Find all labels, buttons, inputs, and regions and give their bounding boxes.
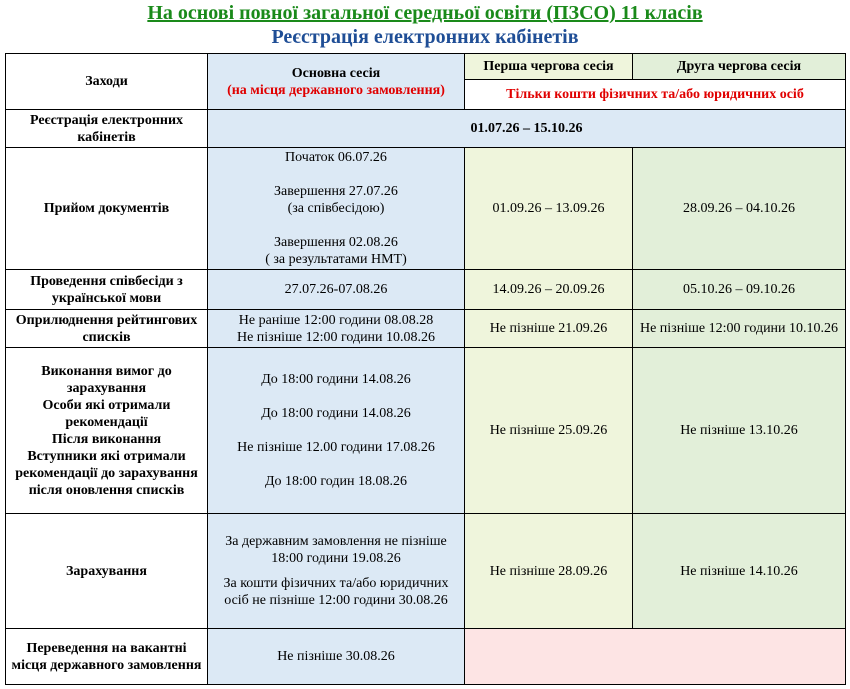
requirements-main-line4: До 18:00 годин 18.08.26 [264, 474, 408, 489]
documents-main-end2: Завершення 02.08.26 [274, 235, 398, 250]
rating-main [208, 310, 465, 348]
table-row [6, 348, 846, 514]
table-row [6, 270, 846, 310]
interview-main: 27.07.26-07.08.26 [208, 270, 465, 310]
documents-main [208, 148, 465, 270]
page-subtitle: Реєстрація електронних кабінетів [271, 26, 579, 48]
row-label-enrollment: Зарахування [6, 514, 208, 629]
row-label-interview: Проведення співбесіди з української мови [6, 270, 208, 310]
documents-main-end2-note: ( за результатами НМТ) [265, 252, 407, 267]
row-label-transfer: Переведення на вакантні місця державного замовлення [6, 629, 208, 685]
table-row [6, 110, 846, 148]
admission-schedule-table [5, 53, 846, 685]
table-row [6, 310, 846, 348]
enrollment-main [208, 514, 465, 629]
rating-main-line2: Не пізніше 12:00 години 10.08.26 [236, 329, 436, 345]
header-main-session [208, 54, 465, 110]
paid-only-note: Тільки кошти фізичних та/або юридичних осіб [465, 80, 846, 110]
table-row [6, 148, 846, 270]
rating-main-line1: Не раніше 12:00 години 08.08.28 [238, 312, 434, 328]
requirements-main-line3: Не пізніше 12.00 години 17.08.26 [237, 440, 435, 455]
row-label-requirements [6, 348, 208, 514]
requirements-label-line2: Особи які отримали рекомендації [42, 397, 171, 430]
header-main-note: (на місця державного замовлення) [227, 82, 445, 98]
documents-main-end1: Завершення 27.07.26 [274, 184, 398, 199]
requirements-second: Не пізніше 13.10.26 [633, 348, 846, 514]
requirements-label-line4: Вступники які отримали рекомендації до зарахування після оновлення списків [15, 448, 198, 498]
rating-second: Не пізніше 12:00 години 10.10.26 [633, 310, 846, 348]
enrollment-second: Не пізніше 14.10.26 [633, 514, 846, 629]
header-second-session: Друга чергова сесія [633, 54, 846, 80]
header-main-label: Основна сесія [291, 65, 381, 81]
row-label-registration: Реєстрація електронних кабінетів [6, 110, 208, 148]
row-label-rating: Оприлюднення рейтингових списків [6, 310, 208, 348]
header-first-session: Перша чергова сесія [465, 54, 633, 80]
documents-main-end1-note: (за співбесідою) [287, 201, 385, 216]
transfer-empty-cell [465, 629, 846, 685]
requirements-main-line1: До 18:00 години 14.08.26 [261, 372, 411, 387]
documents-second: 28.09.26 – 04.10.26 [633, 148, 846, 270]
requirements-main [208, 348, 465, 514]
documents-first: 01.09.26 – 13.09.26 [465, 148, 633, 270]
interview-second: 05.10.26 – 09.10.26 [633, 270, 846, 310]
requirements-label-line3: Після виконання [51, 431, 162, 447]
page-title: На основі повної загальної середньої освіти (ПЗСО) 11 класів [147, 2, 703, 24]
requirements-label-line1: Виконання вимог до зарахування [41, 363, 172, 396]
enrollment-main-line1: За державним замовлення не пізніше 18:00 години 19.08.26 [225, 534, 447, 566]
enrollment-main-line2: За кошти фізичних та/або юридичних осіб не пізніше 12:00 години 30.08.26 [223, 576, 449, 608]
table-row [6, 514, 846, 629]
enrollment-first: Не пізніше 28.09.26 [465, 514, 633, 629]
header-activities: Заходи [6, 54, 208, 110]
header-row [6, 54, 846, 80]
row-label-documents: Прийом документів [6, 148, 208, 270]
documents-main-start: Початок 06.07.26 [285, 150, 387, 165]
transfer-main: Не пізніше 30.08.26 [208, 629, 465, 685]
table-row [6, 629, 846, 685]
requirements-first: Не пізніше 25.09.26 [465, 348, 633, 514]
rating-first: Не пізніше 21.09.26 [465, 310, 633, 348]
registration-dates: 01.07.26 – 15.10.26 [208, 110, 846, 148]
requirements-main-line2: До 18:00 години 14.08.26 [261, 406, 411, 421]
interview-first: 14.09.26 – 20.09.26 [465, 270, 633, 310]
